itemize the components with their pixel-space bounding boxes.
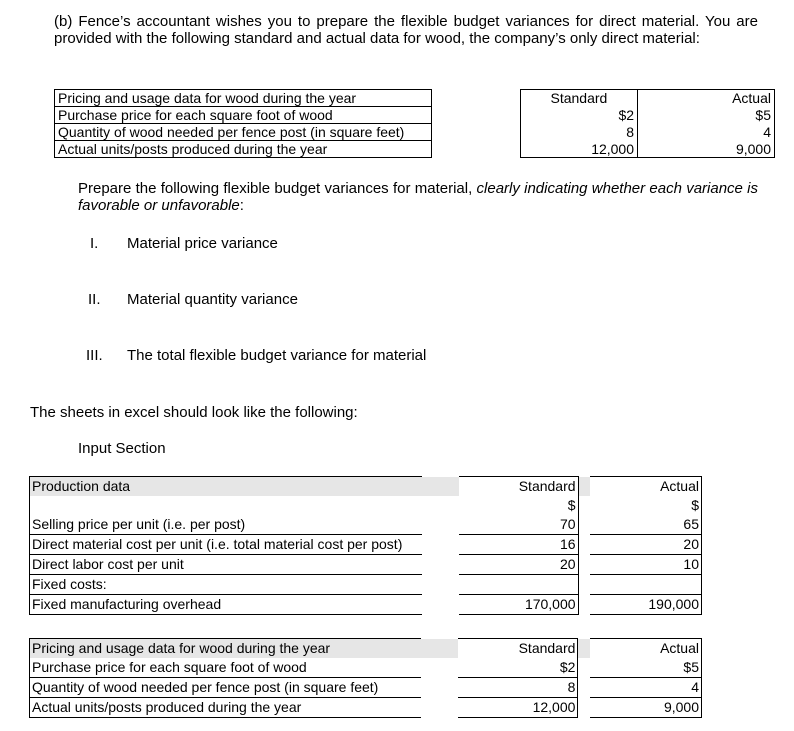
standard-value: $2	[458, 658, 578, 678]
actual-value: 190,000	[590, 595, 702, 615]
table-row	[30, 658, 702, 678]
input-section-title: Input Section	[78, 440, 166, 457]
instruction	[78, 180, 758, 214]
question-intro: (b) Fence’s accountant wishes you to prepare the flexible budget variances for direct material. You are provided with the following standard and actual data for wood, the company’s only direct material:	[54, 13, 758, 47]
table-row	[30, 535, 702, 555]
row-label: Actual units/posts produced during the year	[30, 698, 422, 718]
row-label: Quantity of wood needed per fence post (in square feet)	[55, 124, 432, 141]
actual-value: 20	[590, 535, 702, 555]
instruction-emphasis: clearly indicating whether each variance is favorable or unfavorable	[78, 180, 758, 214]
actual-column-header: Actual	[590, 639, 702, 659]
row-label: Direct labor cost per unit	[30, 555, 423, 575]
production-header: Production data	[30, 477, 423, 497]
actual-column-header: Actual	[638, 90, 775, 107]
sheets-note: The sheets in excel should look like the following:	[30, 404, 358, 421]
standard-value: 70	[459, 515, 578, 535]
standard-column-header: Standard	[458, 639, 578, 659]
instruction-text: Prepare the following flexible budget variances for material,	[78, 180, 477, 197]
table-row	[30, 477, 702, 497]
standard-value: 170,000	[459, 595, 578, 615]
row-label: Fixed manufacturing overhead	[30, 595, 423, 615]
table-row	[30, 698, 702, 718]
standard-value: 12,000	[458, 698, 578, 718]
standard-column-header: Standard	[520, 90, 637, 107]
item-text: The total flexible budget variance for material	[127, 347, 427, 364]
table-row	[55, 107, 775, 124]
table-row	[55, 124, 775, 141]
standard-value: 20	[459, 555, 578, 575]
item-text: Material price variance	[127, 235, 278, 252]
standard-value: $2	[520, 107, 637, 124]
item-text: Material quantity variance	[127, 291, 298, 308]
row-label: Purchase price for each square foot of wood	[30, 658, 422, 678]
item-number: III.	[86, 347, 103, 364]
table-row	[30, 595, 702, 615]
standard-value: 8	[458, 678, 578, 698]
actual-value: 10	[590, 555, 702, 575]
actual-value: 9,000	[638, 141, 775, 158]
wood-sheet-header: Pricing and usage data for wood during the year	[30, 639, 422, 659]
actual-column-header: Actual	[590, 477, 702, 497]
actual-value: 9,000	[590, 698, 702, 718]
instruction-end: :	[239, 197, 244, 214]
row-label: Actual units/posts produced during the year	[55, 141, 432, 158]
item-number: II.	[88, 291, 101, 308]
row-label: Direct material cost per unit (i.e. total material cost per post)	[30, 535, 423, 555]
actual-value: 65	[590, 515, 702, 535]
row-label: Purchase price for each square foot of wood	[55, 107, 432, 124]
standard-column-header: Standard	[459, 477, 578, 497]
actual-value: $5	[638, 107, 775, 124]
standard-value: 12,000	[520, 141, 637, 158]
actual-value: 4	[638, 124, 775, 141]
row-label: Fixed costs:	[30, 575, 423, 595]
wood-pricing-sheet	[29, 638, 702, 718]
row-label: Selling price per unit (i.e. per post)	[30, 515, 423, 535]
table-row	[30, 555, 702, 575]
actual-value: 4	[590, 678, 702, 698]
table-row	[30, 515, 702, 535]
currency-symbol: $	[459, 496, 578, 515]
wood-table-header: Pricing and usage data for wood during the year	[55, 90, 432, 107]
table-row	[30, 678, 702, 698]
table-row	[30, 639, 702, 659]
item-number: I.	[90, 235, 99, 252]
table-row	[55, 90, 775, 107]
production-data-sheet	[29, 476, 702, 615]
table-row	[30, 496, 702, 515]
wood-data-table	[54, 89, 775, 158]
row-label: Quantity of wood needed per fence post (in square feet)	[30, 678, 422, 698]
actual-value: $5	[590, 658, 702, 678]
currency-symbol: $	[590, 496, 702, 515]
standard-value: 16	[459, 535, 578, 555]
standard-value: 8	[520, 124, 637, 141]
table-row	[30, 575, 702, 595]
table-row	[55, 141, 775, 158]
